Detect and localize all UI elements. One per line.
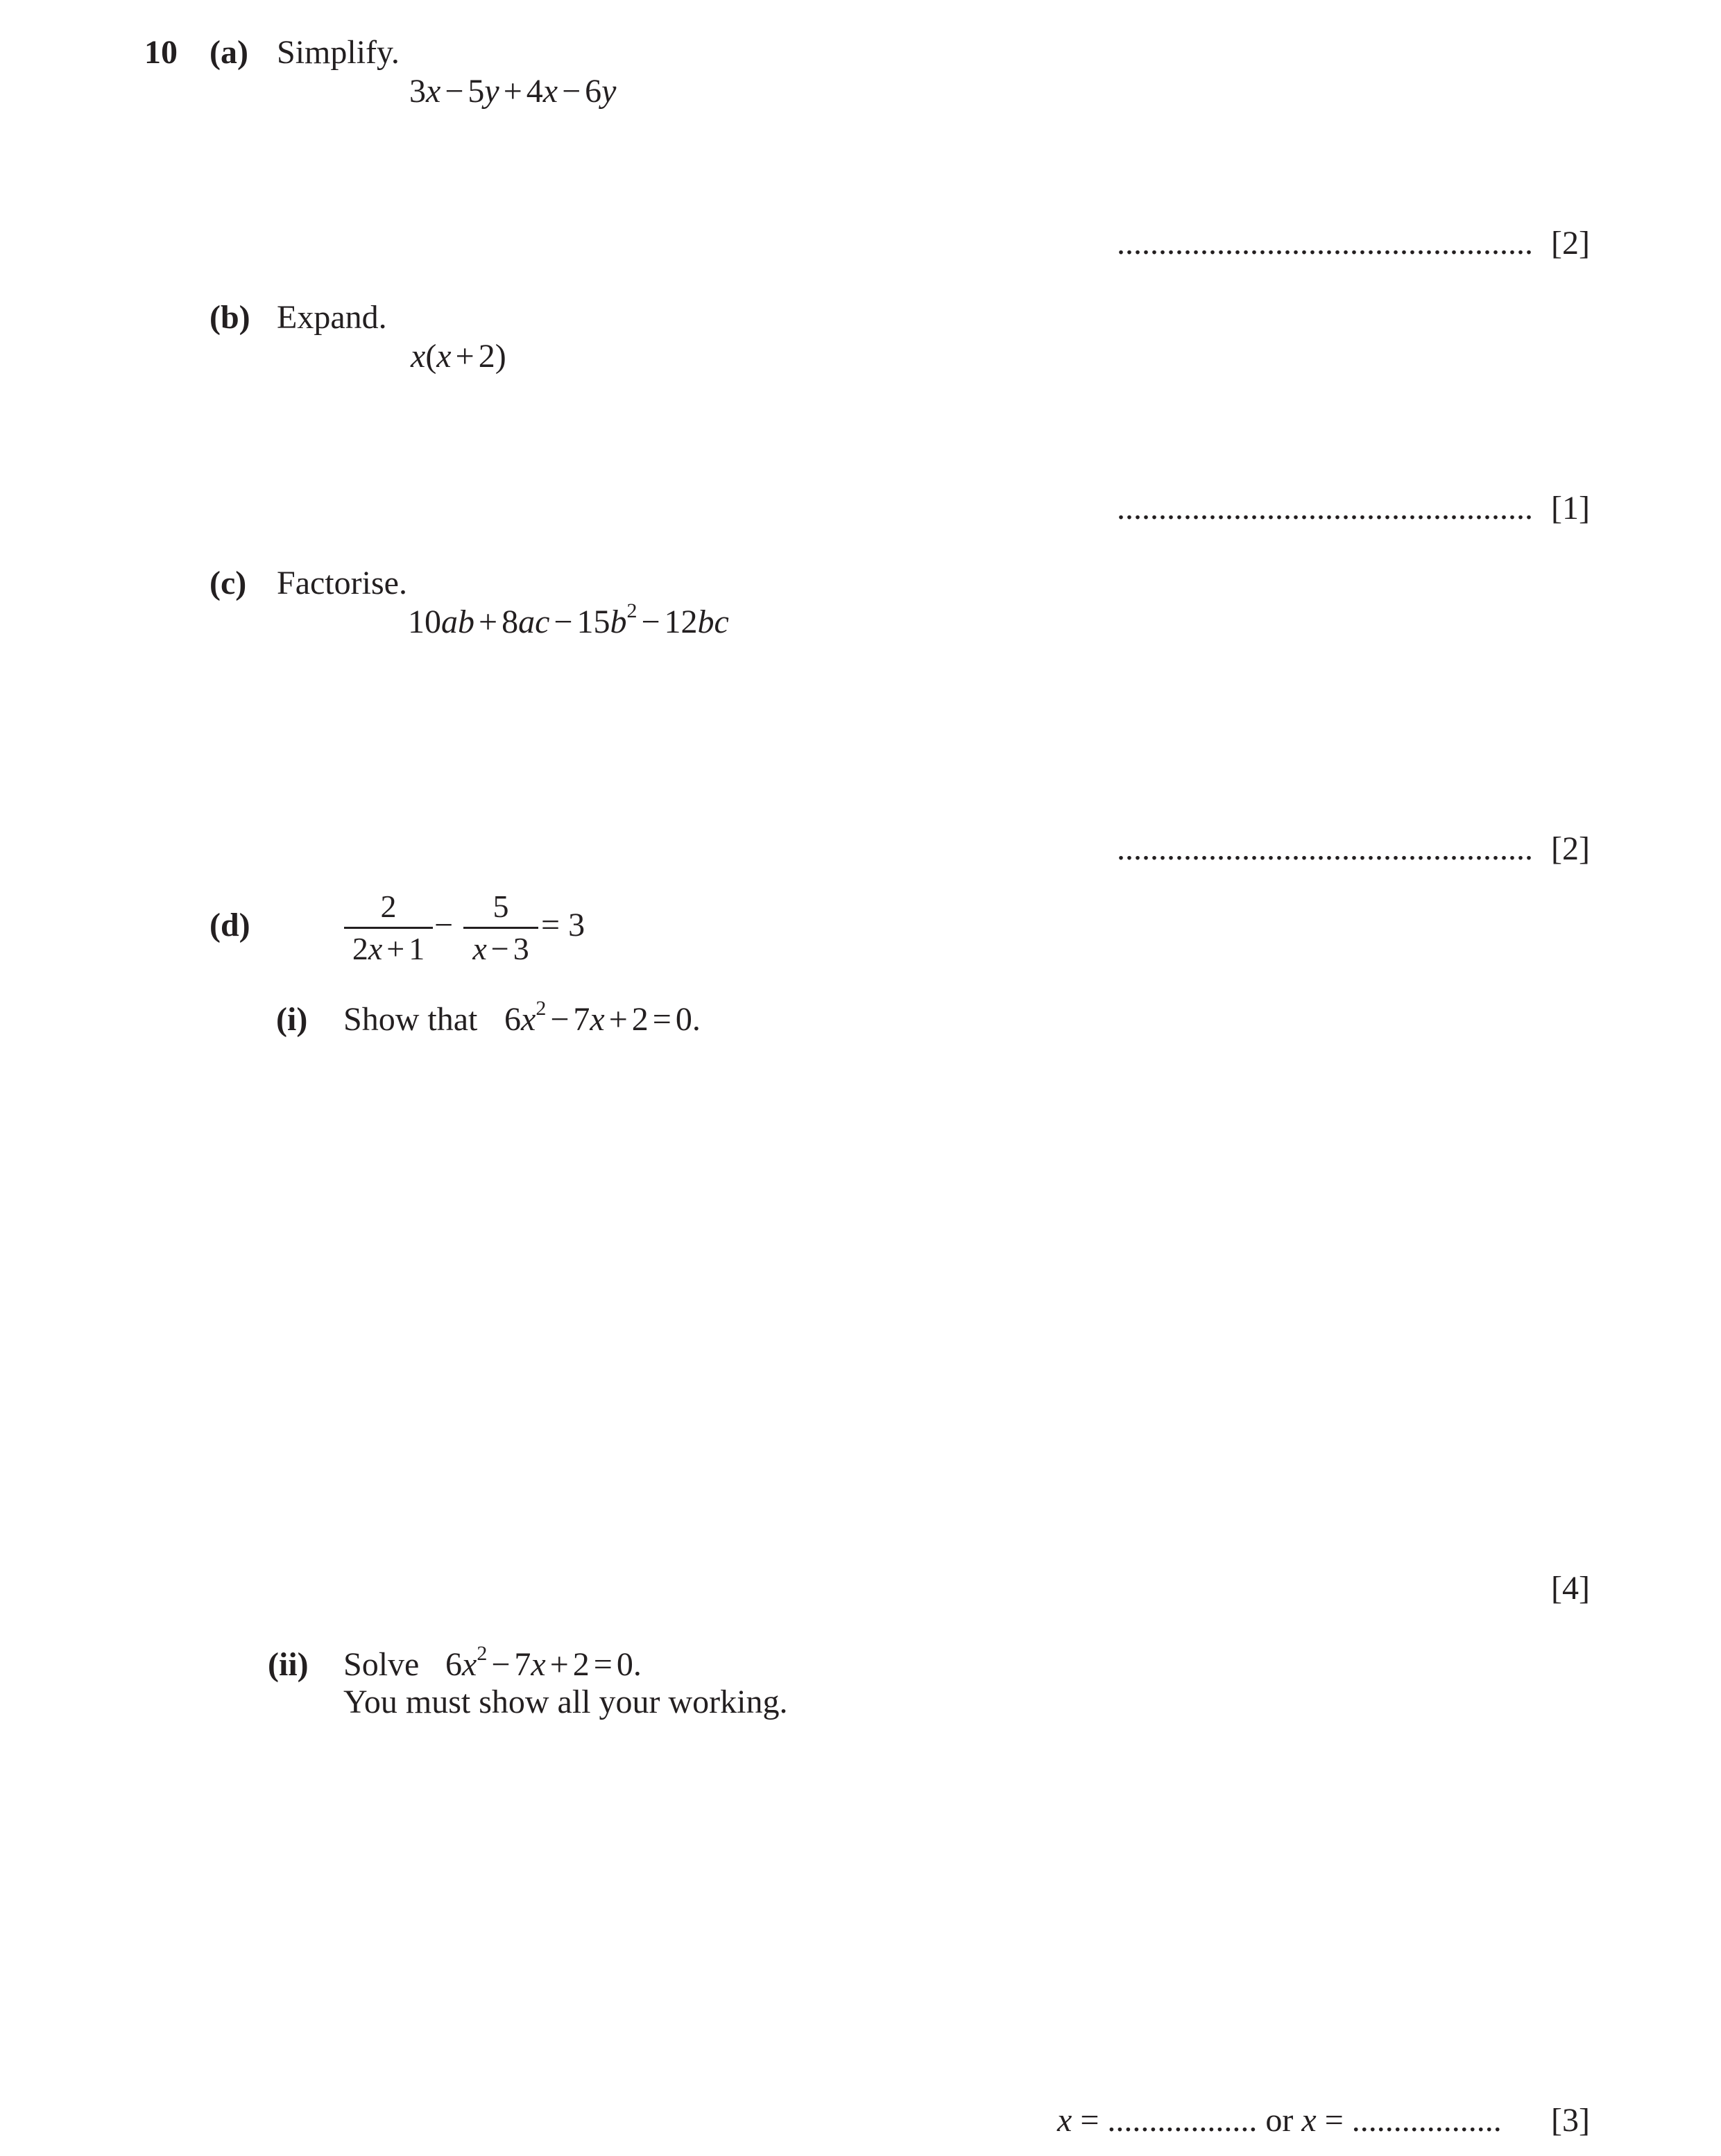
part-c-expression: $10ab + 8ac - 15b^2 - 12bc$	[408, 599, 729, 640]
part-a-instruction: Simplify.	[277, 34, 400, 71]
part-b-label: (b)	[209, 299, 250, 336]
answer-blank-1[interactable]: ..................	[1107, 2102, 1258, 2139]
part-d-ii-instruction: You must show all your working.	[343, 1684, 788, 1720]
part-a-expression: 3x − 5y + 4x − 6y	[409, 73, 617, 110]
part-b-marks: [1]	[1551, 490, 1590, 527]
part-d-i-marks: [4]	[1551, 1570, 1590, 1607]
part-d-fraction-1: 2 2x + 1	[344, 891, 433, 965]
answer-blank-2[interactable]: ..................	[1351, 2102, 1502, 2139]
part-a-marks: [2]	[1551, 225, 1590, 262]
part-b-answer-line[interactable]: ..................................................	[1117, 490, 1533, 527]
part-a-answer-line[interactable]: ..................................................	[1117, 225, 1533, 262]
part-d-minus: −	[434, 907, 454, 943]
part-d-i-label: (i)	[276, 1001, 308, 1038]
part-d-ii-marks: [3]	[1551, 2102, 1590, 2139]
part-c-answer-line[interactable]: ..................................................	[1117, 830, 1533, 867]
part-c-instruction: Factorise.	[277, 565, 407, 601]
part-a-label: (a)	[209, 34, 248, 71]
part-d-fraction-2: 5 x − 3	[463, 891, 538, 965]
part-d-ii-answer-line[interactable]: x = .................. or x = ..................	[1057, 2102, 1502, 2139]
part-b-instruction: Expand.	[277, 299, 387, 336]
part-d-label: (d)	[209, 907, 250, 943]
part-d-i-expression: $6x^2 - 7x + 2 = 0$.	[504, 997, 701, 1038]
question-number: 10	[144, 34, 178, 71]
part-d-ii-text: Solve	[343, 1646, 420, 1683]
part-c-marks: [2]	[1551, 830, 1590, 867]
part-d-equals-rhs: = 3	[541, 907, 585, 943]
part-c-label: (c)	[209, 565, 247, 601]
part-d-ii-label: (ii)	[268, 1646, 309, 1683]
part-d-i-text: Show that	[343, 1001, 478, 1038]
part-b-expression: x(x + 2)	[411, 338, 506, 375]
part-d-ii-expression: $6x^2 - 7x + 2 = 0$.	[445, 1642, 642, 1683]
